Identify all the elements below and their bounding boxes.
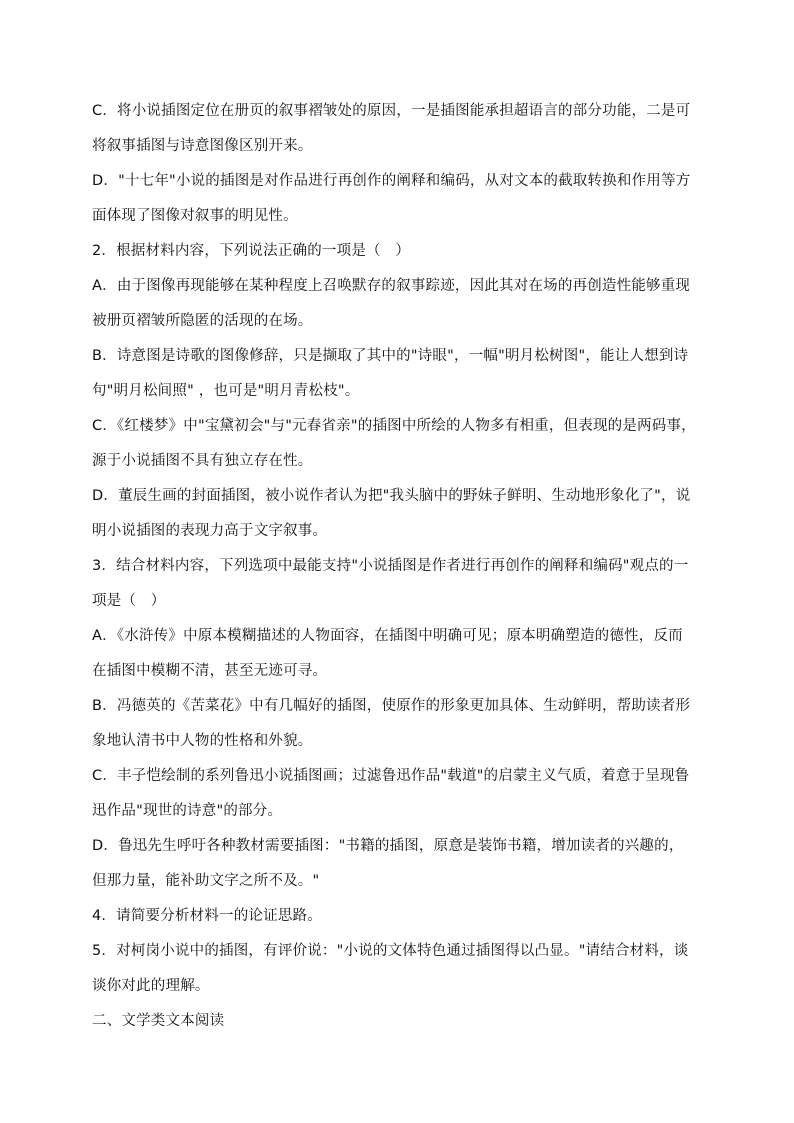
question-5-line-2: 谈你对此的理解。 bbox=[92, 978, 210, 994]
option-d-line-1: D．"十七年"小说的插图是对作品进行再创作的阐释和编码，从对文本的截取转换和作用等方 bbox=[92, 173, 691, 189]
q3-option-a-line-2: 在插图中模糊不清，甚至无迹可寻。 bbox=[92, 663, 328, 679]
q3-option-c-line-1: C．丰子恺绘制的系列鲁迅小说插图画；过滤鲁迅作品"载道"的启蒙主义气质，着意于呈现鲁 bbox=[92, 768, 690, 784]
section-heading: 二、文学类文本阅读 bbox=[92, 1013, 225, 1029]
q3-option-d-line-1: D．鲁迅先生呼吁各种教材需要插图："书籍的插图，原意是装饰书籍，增加读者的兴趣的， bbox=[92, 838, 684, 854]
document-page bbox=[92, 94, 702, 1039]
q2-option-c-line-1: C．《红楼梦》中"宝黛初会"与"元春省亲"的插图中所绘的人物多有相重，但表现的是两码事， bbox=[92, 418, 696, 434]
q2-option-c-line-2: 源于小说插图不具有独立存在性。 bbox=[92, 453, 313, 469]
question-5-line-1: 5．对柯岗小说中的插图，有评价说："小说的文体特色通过插图得以凸显。"请结合材料，谈 bbox=[92, 943, 689, 959]
q3-option-b-line-1: B．冯德英的《苦菜花》中有几幅好的插图，使原作的形象更加具体、生动鲜明，帮助读者形 bbox=[92, 698, 691, 714]
q2-option-d-line-1: D．董辰生画的封面插图，被小说作者认为把"我头脑中的野妹子鲜明、生动地形象化了"，说 bbox=[92, 488, 691, 504]
q2-option-a-line-1: A．由于图像再现能够在某种程度上召唤默存的叙事踪迹，因此其对在场的再创造性能够重现 bbox=[92, 278, 691, 294]
question-3-stem-line-1: 3．结合材料内容，下列选项中最能支持"小说插图是作者进行再创作的阐释和编码"观点的一 bbox=[92, 558, 689, 574]
q2-option-a-line-2: 被册页褶皱所隐匿的活现的在场。 bbox=[92, 313, 313, 329]
question-3-stem-line-2: 项是（ ） bbox=[92, 593, 166, 609]
q2-option-d-line-2: 明小说插图的表现力高于文字叙事。 bbox=[92, 523, 328, 539]
q2-option-b-line-1: B．诗意图是诗歌的图像修辞，只是撷取了其中的"诗眼"，一幅"明月松树图"，能让人想到诗 bbox=[92, 348, 689, 364]
question-2-stem: 2．根据材料内容，下列说法正确的一项是（ ） bbox=[92, 243, 411, 259]
question-4: 4．请简要分析材料一的论证思路。 bbox=[92, 908, 322, 924]
q2-option-b-line-2: 句"明月松间照" ，也可是"明月青松枝"。 bbox=[92, 383, 360, 399]
option-c-line-1: C．将小说插图定位在册页的叙事褶皱处的原因，一是插图能承担超语言的部分功能，二是可 bbox=[92, 103, 691, 119]
option-c-line-2: 将叙事插图与诗意图像区别开来。 bbox=[92, 138, 313, 154]
q3-option-b-line-2: 象地认清书中人物的性格和外貌。 bbox=[92, 733, 313, 749]
option-d-line-2: 面体现了图像对叙事的明见性。 bbox=[92, 208, 298, 224]
q3-option-c-line-2: 迅作品"现世的诗意"的部分。 bbox=[92, 803, 283, 819]
q3-option-a-line-1: A．《水浒传》中原本模糊描述的人物面容，在插图中明确可见；原本明确塑造的德性，反而 bbox=[92, 628, 683, 644]
q3-option-d-line-2: 但那力量，能补助文字之所不及。" bbox=[92, 873, 320, 889]
